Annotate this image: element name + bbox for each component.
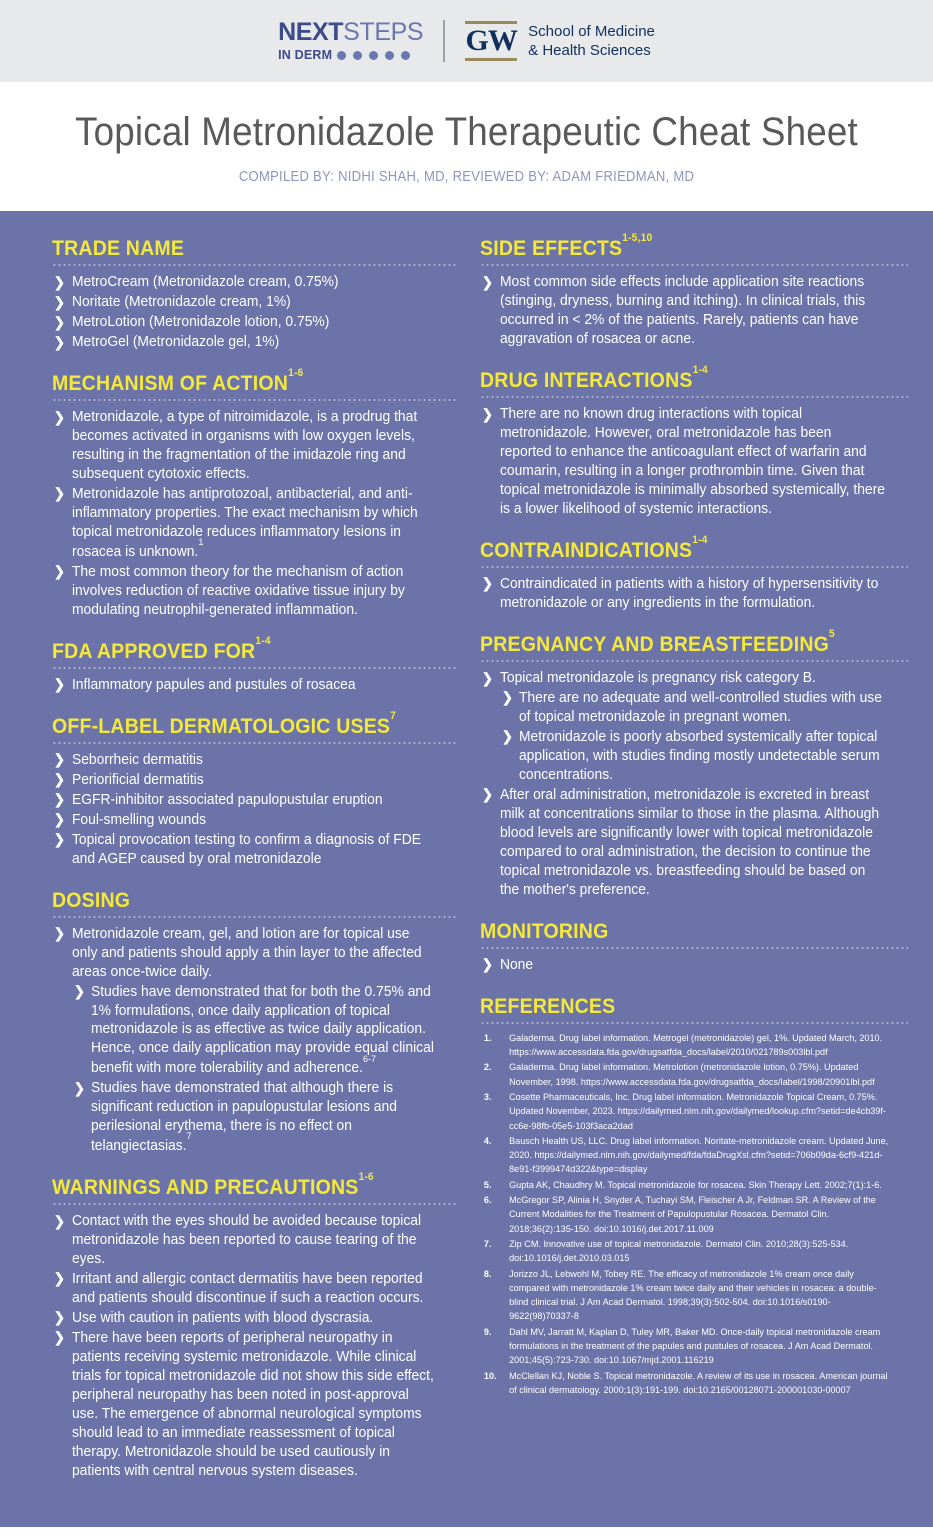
bullet-item <box>52 791 436 810</box>
references-section <box>480 995 908 1398</box>
content-section <box>52 889 456 1156</box>
heading-reference-superscript: 1-4 <box>692 533 708 546</box>
bullet-item <box>52 485 436 562</box>
content-section <box>52 366 456 620</box>
section-divider <box>480 566 908 568</box>
bullet-list <box>52 273 456 352</box>
cheat-sheet-body <box>0 211 933 1527</box>
bullet-text: EGFR-inhibitor associated papulopustular eruption <box>71 791 383 808</box>
reference-item: Bausch Health US, LLC. Drug label information. Noritate-metronidazole cream. Updated June, 2020. https://dailymed.nlm.nih.gov/dailymed/fda/fdaDrugXsl.cfm?setid=706b09da-6cf9-421d-8e91-f3999474d322&type=display <box>509 1134 889 1175</box>
heading-reference-superscript: 1-5,10 <box>622 231 653 244</box>
chevron-right-icon: ❯ <box>53 751 66 768</box>
bullet-text: MetroCream (Metronidazole cream, 0.75%) <box>71 274 339 291</box>
bullet-item <box>52 408 436 484</box>
chevron-right-icon: ❯ <box>53 333 66 350</box>
reference-item: Cosette Pharmaceuticals, Inc. Drug label information. Metronidazole Topical Cream, 0.75%. Updated November, 2023. https://dailymed.nlm.nih.gov/dailymed/lookup.cfm?setid=de4cb39f-cc6e-98fb-05e5-103f3aca2dad <box>509 1090 886 1131</box>
bullet-list <box>480 669 908 900</box>
chevron-right-icon: ❯ <box>53 925 66 942</box>
section-divider <box>52 264 456 266</box>
section-heading: CONTRAINDICATIONS$^{1-4}$ <box>480 533 708 562</box>
chevron-right-icon: ❯ <box>481 273 494 290</box>
gw-school-name <box>528 22 655 60</box>
bullet-item <box>52 1329 436 1481</box>
next-steps-wordmark <box>278 20 423 45</box>
section-heading: PREGNANCY AND BREASTFEEDING$^5$ <box>480 627 835 656</box>
bullet-text: Metronidazole has antiprotozoal, antibacterial, and anti-inflammatory properties. The exact mechanism by which topical metronidazole reduces inflammatory lesions in rosacea is unknown. <box>71 485 418 560</box>
bullet-item <box>52 676 436 695</box>
chevron-right-icon: ❯ <box>481 956 494 973</box>
reference-list <box>480 1031 908 1397</box>
reference-item: Jorizzo JL, Lebwohl M, Tobey RE. The efficacy of metronidazole 1% cream once daily compared with metronidazole 1% cream twice daily and their vehicles in rosacea: a double-blind clinical trial. J Am Acad Dermatol. 1998;39(3):502-504. doi:10.1016/s0190-9622(98)70337-8 <box>509 1267 877 1322</box>
bullet-list <box>480 405 908 519</box>
bullet-list <box>52 751 456 869</box>
chevron-right-icon: ❯ <box>481 786 494 803</box>
chevron-right-icon: ❯ <box>73 1079 85 1096</box>
bullet-list <box>480 956 908 975</box>
gw-logo[interactable] <box>465 21 655 62</box>
next-steps-in-derm-logo[interactable] <box>278 20 423 62</box>
section-divider <box>480 660 908 662</box>
section-divider <box>52 399 456 401</box>
bullet-text: Foul-smelling wounds <box>71 811 207 828</box>
bullet-item <box>52 771 436 790</box>
reference-superscript: 6-7 <box>363 1053 377 1065</box>
bullet-item <box>52 1309 436 1328</box>
chevron-right-icon: ❯ <box>481 669 494 686</box>
chevron-right-icon: ❯ <box>53 1309 66 1326</box>
next-steps-next-text: NEXT <box>278 18 344 46</box>
bullet-text: MetroGel (Metronidazole gel, 1%) <box>71 334 280 350</box>
heading-reference-superscript: 1-4 <box>255 634 271 647</box>
bullet-item <box>52 1212 436 1269</box>
gw-letters: GW <box>465 23 517 57</box>
bullet-text: Topical provocation testing to confirm a diagnosis of FDE and AGEP caused by oral metronidazole <box>71 831 422 867</box>
bullet-text: There have been reports of peripheral neuropathy in patients receiving systemic metronidazole. While clinical trials for topical metronidazole did not show this side effect, peripheral neuropathy has been noted in post-approval use. The emergence of abnormal neurological symptoms should lead to an immediate reassessment of topical therapy. Metronidazole should be used cautiously in patients with central nervous system diseases. <box>71 1329 434 1479</box>
section-divider <box>480 396 908 398</box>
bullet-list <box>480 575 908 613</box>
content-section <box>480 363 908 519</box>
chevron-right-icon: ❯ <box>73 983 85 1000</box>
bullet-text: MetroLotion (Metronidazole lotion, 0.75%) <box>71 314 330 331</box>
section-heading: FDA APPROVED FOR$^{1-4}$ <box>52 634 271 663</box>
logo-dots-decoration <box>337 51 410 60</box>
in-derm-text: IN DERM <box>278 48 333 62</box>
page-subtitle-credits: COMPILED BY: NIDHI SHAH, MD, REVIEWED BY: ADAM FRIEDMAN, MD <box>238 169 695 185</box>
bullet-item <box>480 786 887 900</box>
section-divider <box>52 667 456 669</box>
bullet-item <box>52 333 436 352</box>
chevron-right-icon: ❯ <box>53 771 66 788</box>
bullet-text: Noritate (Metronidazole cream, 1%) <box>71 294 291 311</box>
bullet-item <box>52 831 436 869</box>
references-heading: REFERENCES <box>480 994 616 1018</box>
chevron-right-icon: ❯ <box>53 273 66 290</box>
chevron-right-icon: ❯ <box>53 485 66 502</box>
heading-reference-superscript: 1-6 <box>288 366 304 379</box>
bullet-text: There are no known drug interactions with topical metronidazole. However, oral metronidazole has been reported to enhance the anticoagulant effect of warfarin and coumarin, resulting in a longer prothrombin time. Given that topical metronidazole is minimally absorbed systemically, there is a lower likelihood of systemic interactions. <box>499 406 885 517</box>
bullet-text: Inflammatory papules and pustules of rosacea <box>71 676 356 693</box>
section-divider <box>52 1203 456 1205</box>
logo-divider <box>443 20 445 62</box>
gw-monogram <box>465 21 517 62</box>
section-divider <box>480 947 908 949</box>
reference-superscript: 1 <box>198 537 204 549</box>
sub-bullet-item <box>500 728 887 785</box>
reference-item: Galaderma. Drug label information. Metrogel (metronidazole) gel, 1%. Updated March, 2010. https://www.accessdata.fda.gov/drugsatfda_docs/label/2010/021789s003lbl.pdf <box>509 1031 883 1058</box>
right-column <box>480 231 908 1417</box>
reference-item: McGregor SP, Alinia H, Snyder A, Tuchayi SM, Fleischer A Jr, Feldman SR. A Review of the Current Modalities for the Treatment of Papulopustular Rosacea. Dermatol Clin. 2018;36(2):135-150. doi:10.1016/j.det.2017.11.009 <box>509 1194 876 1234</box>
logo-dot-icon <box>353 51 362 60</box>
bullet-item <box>52 811 436 830</box>
bullet-list <box>52 925 456 1156</box>
bullet-text: None <box>499 956 534 973</box>
reference-item: Dahl MV, Jarratt M, Kaplan D, Tuley MR, Baker MD. Once-daily topical metronidazole cream formulations in the treatment of the papules and pustules of rosacea. J Am Acad Dermatol. 2001;45(5):723-730. doi:10.1067/mjd.2001.116219 <box>509 1325 881 1366</box>
chevron-right-icon: ❯ <box>501 689 513 706</box>
chevron-right-icon: ❯ <box>53 1212 66 1229</box>
section-heading: DRUG INTERACTIONS$^{1-4}$ <box>480 363 708 392</box>
bullet-text: Use with caution in patients with blood dyscrasia. <box>71 1309 374 1326</box>
reference-item: Gupta AK, Chaudhry M. Topical metronidazole for rosacea. Skin Therapy Lett. 2002;7(1):1-6. <box>509 1178 882 1190</box>
reference-item: Galaderma. Drug label information. Metrolotion (metronidazole lotion, 0.75%). Updated November, 1998. https://www.accessdata.fda.gov/drugsatfda_docs/label/1998/20901lbl.pdf <box>509 1061 875 1087</box>
chevron-right-icon: ❯ <box>53 791 66 808</box>
bullet-list <box>52 408 456 620</box>
bullet-text: Most common side effects include application site reactions (stinging, dryness, burning and itching). In clinical trials, this occurred in < 2% of the patients. Rarely, patients can have aggravation of rosacea or acne. <box>499 274 866 347</box>
bullet-text: Studies have demonstrated that although there is significant reduction in papulopustular lesions and perilesional erythema, there is no effect on telangiectasias. <box>90 1080 397 1155</box>
section-divider <box>480 264 908 266</box>
gw-school-line-1: School of Medicine <box>528 22 655 40</box>
chevron-right-icon: ❯ <box>481 405 494 422</box>
bullet-text: Metronidazole cream, gel, and lotion are for topical use only and patients should apply a thin layer to the affected areas once-twice daily. <box>71 925 422 980</box>
content-section <box>52 709 456 869</box>
chevron-right-icon: ❯ <box>53 408 66 425</box>
bullet-list <box>52 676 456 695</box>
gw-school-line-2: & Health Sciences <box>528 42 651 59</box>
bullet-item <box>480 405 887 519</box>
section-heading: MECHANISM OF ACTION$^{1-6}$ <box>52 366 304 395</box>
chevron-right-icon: ❯ <box>53 676 66 693</box>
left-column <box>52 237 456 1501</box>
bullet-text: The most common theory for the mechanism of action involves reduction of reactive oxidative tissue injury by modulating neutrophil-generated inflammation. <box>71 563 405 618</box>
chevron-right-icon: ❯ <box>501 728 513 745</box>
title-block <box>0 82 933 211</box>
section-heading: WARNINGS AND PRECAUTIONS$^{1-6}$ <box>52 1170 374 1199</box>
chevron-right-icon: ❯ <box>53 831 66 848</box>
bullet-item <box>52 313 436 332</box>
bullet-text: There are no adequate and well-controlled studies with use of topical metronidazole in pregnant women. <box>518 689 882 725</box>
bullet-item <box>52 273 436 292</box>
content-section <box>52 237 456 352</box>
chevron-right-icon: ❯ <box>53 563 66 580</box>
heading-reference-superscript: 1-6 <box>358 1170 374 1183</box>
logo-dot-icon <box>369 51 378 60</box>
logo-dot-icon <box>337 51 346 60</box>
bullet-text: Contact with the eyes should be avoided because topical metronidazole has been reported to cause tearing of the eyes. <box>71 1213 422 1268</box>
bullet-text: Irritant and allergic contact dermatitis have been reported and patients should discontinue if such a reaction occurs. <box>71 1270 424 1306</box>
reference-superscript: 7 <box>186 1131 192 1143</box>
section-heading: TRADE NAME <box>52 237 185 260</box>
chevron-right-icon: ❯ <box>53 811 66 828</box>
next-steps-steps-text: STEPS <box>343 18 424 46</box>
content-section <box>480 627 908 900</box>
section-divider <box>52 742 456 744</box>
bullet-text: Metronidazole is poorly absorbed systemically after topical application, with studies finding mostly undetectable serum concentrations. <box>518 728 880 783</box>
section-heading: MONITORING <box>480 919 609 943</box>
heading-reference-superscript: 7 <box>390 709 397 722</box>
section-divider <box>480 1022 908 1024</box>
bullet-item <box>480 273 887 349</box>
content-section <box>480 231 908 349</box>
bullet-text: Topical metronidazole is pregnancy risk category B. <box>499 670 816 686</box>
sub-bullet-list <box>72 983 436 1156</box>
bullet-item <box>52 1270 436 1308</box>
logo-dot-icon <box>401 51 410 60</box>
page-title: Topical Metronidazole Therapeutic Cheat Sheet <box>75 110 858 154</box>
content-section <box>480 533 908 613</box>
bullet-item <box>480 669 887 785</box>
bullet-list <box>480 273 908 349</box>
section-divider <box>52 916 456 918</box>
brand-header-band <box>0 0 933 82</box>
bullet-text: Studies have demonstrated that for both the 0.75% and 1% formulations, once daily application of topical metronidazole is as effective as twice daily application. Hence, once daily application may provide equal clinical benefit with more tolerability and adherence. <box>90 983 434 1077</box>
content-section <box>52 1170 456 1481</box>
next-steps-tagline-row <box>278 48 410 62</box>
bullet-text: Contraindicated in patients with a history of hypersensitivity to metronidazole or any ingredients in the formulation. <box>499 575 879 611</box>
bullet-item <box>480 575 887 613</box>
sub-bullet-item <box>72 1079 436 1156</box>
chevron-right-icon: ❯ <box>53 313 66 330</box>
bullet-text: Metronidazole, a type of nitroimidazole, is a prodrug that becomes activated in organisms with low oxygen levels, resulting in the fragmentation of the imidazole ring and subsequent cytotoxic effects. <box>71 409 418 482</box>
reference-item: McClellan KJ, Noble S. Topical metronidazole. A review of its use in rosacea. American journal of clinical dermatology. 2000;1(3):191-199. doi:10.2165/00128071-200001030-00007 <box>509 1369 888 1395</box>
bullet-item <box>52 925 436 1156</box>
content-section <box>480 920 908 975</box>
chevron-right-icon: ❯ <box>53 1270 66 1287</box>
gw-rule-bottom-icon <box>465 58 517 61</box>
section-heading: DOSING <box>52 888 131 912</box>
heading-reference-superscript: 5 <box>829 627 835 640</box>
section-heading: SIDE EFFECTS$^{1-5,10}$ <box>480 231 653 260</box>
bullet-list <box>52 1212 456 1481</box>
bullet-text: After oral administration, metronidazole is excreted in breast milk at concentrations similar to those in the plasma. Although blood levels are significantly lower with topical metronidazole compared to oral administration, the decision to continue the topical metronidazole vs. breastfeeding should be based on the mother's preference. <box>499 786 880 898</box>
bullet-text: Periorificial dermatitis <box>71 771 204 788</box>
heading-reference-superscript: 1-4 <box>692 363 708 376</box>
sub-bullet-list <box>500 689 887 785</box>
logo-dot-icon <box>385 51 394 60</box>
section-heading: OFF-LABEL DERMATOLOGIC USES$^7$ <box>52 709 397 738</box>
sub-bullet-item <box>72 983 436 1079</box>
reference-item: Zip CM. Innovative use of topical metronidazole. Dermatol Clin. 2010;28(3):525-534. doi:10.1016/j.det.2010.03.015 <box>509 1237 849 1264</box>
bullet-item <box>52 293 436 312</box>
chevron-right-icon: ❯ <box>481 575 494 592</box>
chevron-right-icon: ❯ <box>53 1329 66 1346</box>
bullet-text: Seborrheic dermatitis <box>71 751 203 768</box>
sub-bullet-item <box>500 689 887 727</box>
content-section <box>52 634 456 695</box>
bullet-item <box>480 956 887 975</box>
bullet-item <box>52 563 436 620</box>
bullet-item <box>52 751 436 770</box>
chevron-right-icon: ❯ <box>53 293 66 310</box>
